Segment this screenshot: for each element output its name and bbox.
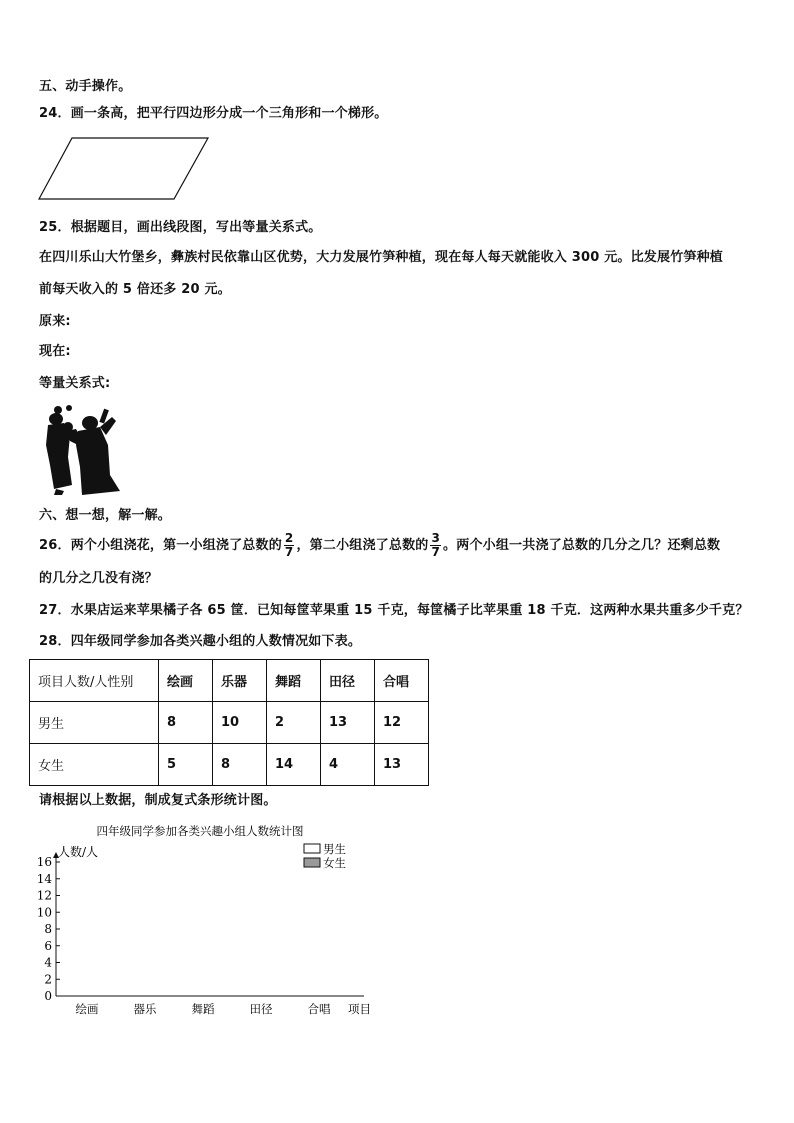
legend-swatch [304, 858, 320, 867]
y-tick-label: 16 [36, 855, 52, 869]
question-24: 24．画一条高，把平行四边形分成一个三角形和一个梯形。 [39, 106, 388, 121]
legend-label: 女生 [323, 856, 346, 870]
table-cell: 女生 [30, 744, 159, 786]
table-header-cell: 乐器 [213, 660, 267, 702]
y-tick-label: 0 [44, 989, 52, 1003]
x-tick-label: 绘画 [75, 1002, 99, 1016]
x-tick-label: 器乐 [133, 1002, 157, 1016]
table-cell: 13 [375, 744, 429, 786]
table-cell: 12 [375, 702, 429, 744]
original-label: 原来: [39, 314, 71, 329]
table-header-cell: 项目人数/人性别 [30, 660, 159, 702]
y-tick-label: 14 [36, 871, 52, 886]
q26-part2: ，第二小组浇了总数的 [296, 538, 429, 553]
fraction-numerator: 3 [431, 531, 441, 545]
y-ticks [37, 855, 60, 1003]
legend [304, 842, 346, 870]
table-cell: 2 [267, 702, 321, 744]
question-25-text-line1: 在四川乐山大竹堡乡，彝族村民依靠山区优势，大力发展竹笋种植，现在每人每天就能收入 300 元。比发展竹笋种植 [39, 250, 723, 265]
y-tick-label: 10 [36, 905, 52, 920]
x-tick-label: 合唱 [307, 1002, 331, 1016]
table-header-row [30, 660, 429, 702]
table-cell: 8 [213, 744, 267, 786]
parallelogram-figure [38, 136, 210, 202]
section-heading-6: 六、想一想，解一解。 [39, 508, 172, 523]
fraction-denominator: 7 [431, 545, 441, 559]
question-28-title: 28．四年级同学参加各类兴趣小组的人数情况如下表。 [39, 634, 362, 649]
q26-part3: 。两个小组一共浇了总数的几分之几？还剩总数 [443, 538, 721, 553]
x-axis-label: 项目 [348, 1002, 371, 1016]
legend-label: 男生 [323, 842, 346, 856]
table-cell: 14 [267, 744, 321, 786]
y-axis-label: 人数/人 [58, 845, 99, 859]
table-cell: 5 [159, 744, 213, 786]
x-ticks [76, 1002, 331, 1016]
table-header-cell: 绘画 [159, 660, 213, 702]
table-cell: 8 [159, 702, 213, 744]
interest-group-table [29, 659, 429, 786]
question-25-title: 25．根据题目，画出线段图，写出等量关系式。 [39, 220, 322, 235]
question-27: 27．水果店运来苹果橘子各 65 筐．已知每筐苹果重 15 千克，每筐橘子比苹果重 18 千克．这两种水果共重多少千克？ [39, 603, 749, 618]
y-tick-label: 8 [44, 922, 52, 936]
chart-instruction: 请根据以上数据，制成复式条形统计图。 [39, 793, 277, 808]
y-tick-label: 6 [44, 938, 52, 953]
question-25-text-line2: 前每天收入的 5 倍还多 20 元。 [39, 282, 231, 297]
fraction-denominator: 7 [284, 545, 294, 559]
y-tick-label: 4 [44, 955, 52, 970]
chart-axes [53, 852, 364, 996]
legend-swatch [304, 844, 320, 853]
equation-label: 等量关系式: [39, 376, 111, 391]
y-tick-label: 12 [36, 888, 52, 903]
table-cell: 4 [321, 744, 375, 786]
chart-title: 四年级同学参加各类兴趣小组人数统计图 [96, 824, 304, 838]
table-header-cell: 合唱 [375, 660, 429, 702]
x-tick-label: 舞蹈 [191, 1002, 215, 1016]
y-tick-label: 2 [44, 972, 52, 987]
table-header-cell: 田径 [321, 660, 375, 702]
fraction-numerator: 2 [284, 531, 294, 545]
table-cell: 13 [321, 702, 375, 744]
table-cell: 男生 [30, 702, 159, 744]
table-row [30, 702, 429, 744]
table-row [30, 744, 429, 786]
question-26-line2: 的几分之几没有浇？ [39, 571, 158, 586]
now-label: 现在: [39, 344, 71, 359]
fraction-two-sevenths [284, 532, 295, 559]
double-bar-chart [30, 818, 390, 1023]
q26-part1: 26．两个小组浇花，第一小组浇了总数的 [39, 538, 282, 553]
section-heading-5: 五、动手操作。 [39, 79, 132, 94]
table-header-cell: 舞蹈 [267, 660, 321, 702]
table-cell: 10 [213, 702, 267, 744]
question-26-line1 [39, 532, 720, 559]
x-tick-label: 田径 [249, 1002, 273, 1016]
fraction-three-sevenths [430, 532, 441, 559]
villagers-silhouette-image [42, 405, 126, 497]
